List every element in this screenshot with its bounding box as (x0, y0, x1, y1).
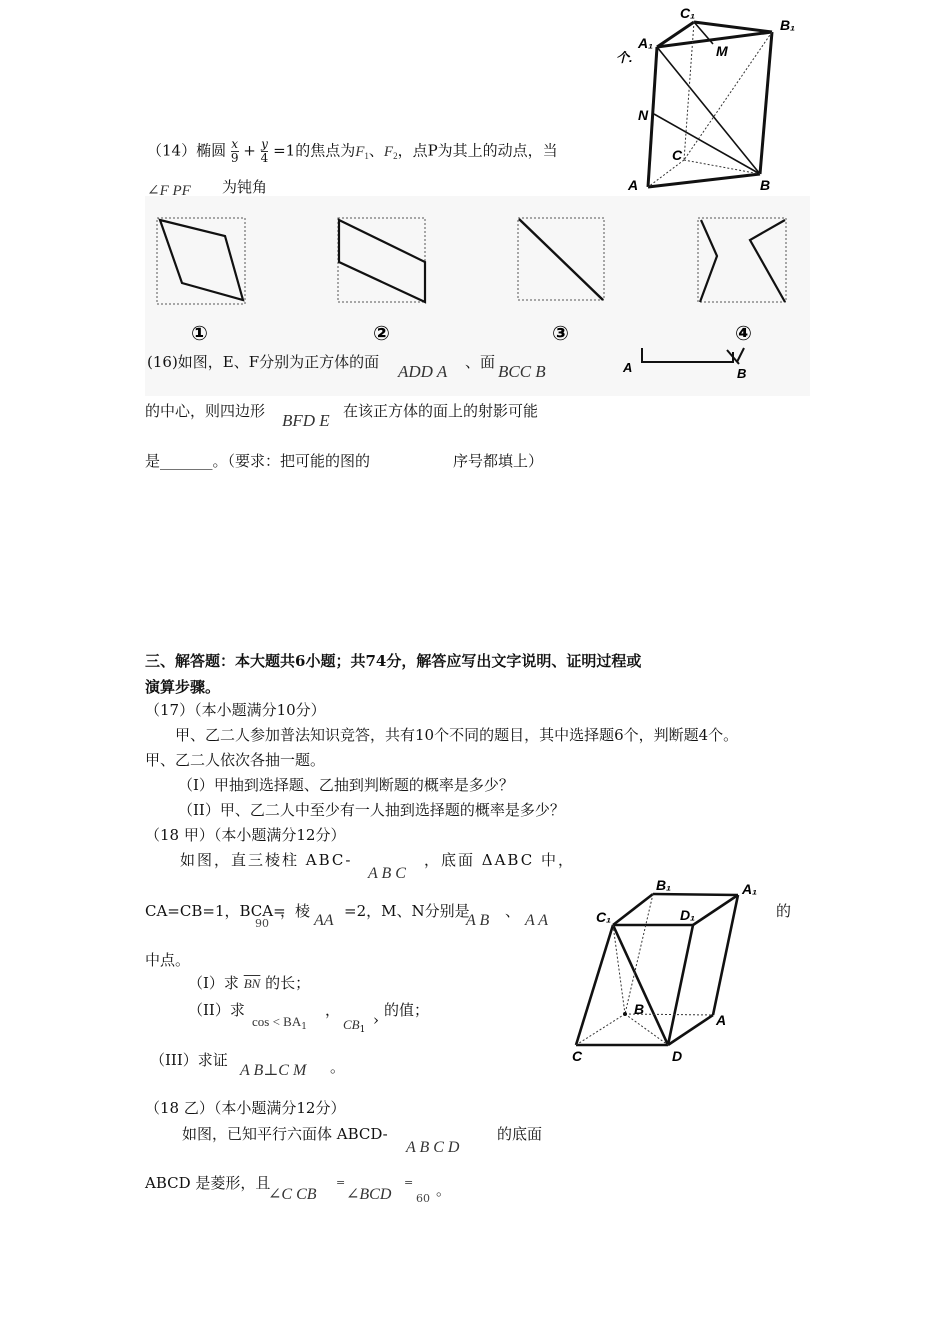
edge-c1-b1 (694, 22, 772, 32)
section3-title-2: 演算步骤。 (145, 678, 221, 696)
q18b-l2a: ABCD 是菱形，且 (145, 1174, 271, 1192)
q18b-l1b: 的底面 (497, 1125, 543, 1143)
q16-line2-a: 的中心，则四边形 (145, 402, 266, 420)
edge-c1-c (576, 925, 613, 1045)
shadow-label-1: ① (191, 321, 208, 345)
label-d1-p: D₁ (680, 907, 696, 923)
q18b-deg60: 60 (416, 1192, 430, 1205)
edge-c1-b1 (613, 894, 653, 925)
q17-p1: 甲、乙二人参加普法知识竞答，共有10个不同的题目，其中选择题6个，判断题4个。 (175, 726, 739, 744)
q18a-iii-post: 。 (330, 1058, 346, 1076)
label-b1-p: B₁ (656, 880, 672, 893)
q18b-ang1: ∠C CB (268, 1186, 317, 1203)
q18b-solid: A B C D (406, 1139, 460, 1156)
edge-d-a (668, 1015, 713, 1045)
q16-line3-b: 序号都填上） (453, 452, 544, 470)
q16-face1: ADD A (398, 362, 448, 381)
shadow-label-3: ③ (552, 321, 569, 345)
q16-face2: BCC B (498, 362, 546, 381)
stray-mark: 个. (616, 50, 633, 65)
q16-line1 (147, 352, 379, 372)
q18b-ang2: ∠BCD (346, 1186, 392, 1203)
q14-f1: $F_1$ (355, 143, 369, 161)
q18a-de: 的 (776, 902, 792, 920)
q18b-end: 。 (436, 1181, 452, 1199)
q18a-ii-post: 的值； (384, 1001, 430, 1019)
q18a-sep: 、 (505, 902, 521, 920)
prism-figure (610, 2, 810, 197)
edge-b1-b (760, 32, 772, 174)
label-a1-p: A₁ (742, 881, 758, 897)
q18b-eq2: = (404, 1176, 414, 1189)
label-d-p: D (672, 1048, 683, 1064)
label-b1: B₁ (780, 17, 796, 33)
q18a-l2b: ，棱 (280, 902, 311, 920)
edge-a-b (648, 174, 760, 187)
q18a-l2a: CA=CB=1，BCA= (145, 902, 286, 920)
q16-text-b: 、面 (465, 353, 496, 371)
edge-d1-d (668, 925, 693, 1045)
q18a-deg90: 90 (255, 917, 269, 930)
q18a-iii-pre: （III）求证 (150, 1051, 228, 1069)
q18a-l1b: ，底面 ΔABC 中， (424, 851, 575, 869)
q18a-ii: （II）求 (188, 1001, 245, 1019)
q14-plus: + (243, 141, 256, 160)
q18a-seg1: A B (466, 912, 490, 929)
label-c1: C₁ (680, 5, 696, 21)
q14-line2 (147, 180, 191, 196)
q18b-eq: = (336, 1176, 346, 1189)
edge-d1-a1 (693, 895, 738, 925)
q18a-i: （I）求 $\overline{BN}$ 的长； (188, 974, 311, 992)
label-a: A (628, 177, 639, 193)
q14-frac-x: $\frac{x}{9}$ (230, 137, 239, 165)
q18a-seg2: A A (525, 912, 548, 929)
shadow-label-2: ② (373, 321, 390, 345)
q17-head: （17）（本小题满分10分） (145, 701, 326, 719)
shadow-label-4: ④ (735, 321, 752, 345)
q14-sep: 、 (368, 141, 384, 160)
q17-ii: （II）甲、乙二人中至少有一人抽到选择题的概率是多少？ (178, 801, 565, 819)
edge-a1-a (648, 47, 657, 187)
label-b: B (760, 177, 771, 193)
q17-p2: 甲、乙二人依次各抽一题。 (145, 751, 326, 769)
label-c1-p: C₁ (596, 909, 612, 925)
q18a-prism: A B C (368, 865, 406, 882)
q18a-cb: $CB_1$ (343, 1017, 366, 1035)
q16-line2-b: 在该正方体的面上的射影可能 (343, 402, 539, 420)
q18b-head: （18 乙）（本小题满分12分） (145, 1099, 346, 1117)
label-c: C (672, 147, 683, 163)
q16-quad: BFD E (282, 411, 330, 430)
q16-line3-a: 是_______。（要求：把可能的图的 (145, 452, 371, 470)
q18b-l1a: 如图，已知平行六面体 ABCD- (182, 1125, 388, 1143)
q14-angle: ∠F PF (147, 183, 191, 196)
label-a-p: A (716, 1012, 727, 1028)
label-a1: A₁ (638, 35, 654, 51)
q18a-l3: 中点。 (145, 951, 191, 969)
q14-line (147, 138, 558, 166)
label-c-p: C (572, 1048, 583, 1064)
edge-b1-a1 (653, 894, 738, 895)
shadow-label-b: B (737, 366, 747, 381)
q14-tail: 为钝角 (222, 178, 268, 196)
q18a-head: （18 甲）（本小题满分12分） (145, 826, 346, 844)
q14-rest: ，点P为其上的动点，当 (397, 141, 558, 160)
label-n: N (638, 107, 649, 123)
q16-text-a: (16)如图，E、F分别为正方体的面 (147, 353, 380, 371)
section3-title-1: 三、解答题：本大题共6小题；共74分，解答应写出文字说明、证明过程或 (145, 652, 642, 670)
q17-i: （I）甲抽到选择题、乙抽到判断题的概率是多少？ (178, 776, 514, 794)
label-b-p: B (634, 1001, 645, 1017)
label-m: M (716, 43, 728, 59)
line-n-b (654, 114, 760, 174)
q14-f2: $F_2$ (383, 143, 398, 161)
shadow-label-a: A (623, 360, 633, 375)
vector-bn: $\overline{BN}$ (243, 976, 261, 991)
q18a-l2c: =2，M、N分别是 (344, 902, 470, 920)
q14-prefix: （14）椭圆 (147, 141, 227, 160)
q14-eq: =1的焦点为 (273, 141, 356, 160)
q14-frac-y: $\frac{y}{4}$ (260, 137, 269, 165)
q18a-l1a: 如图，直三棱柱 ABC- (180, 851, 353, 869)
q18a-perp: A B⊥C M (240, 1062, 307, 1079)
edge-a1-a (713, 895, 738, 1015)
q18a-comma: ， (325, 1001, 341, 1019)
parallelepiped-figure (568, 880, 768, 1068)
q18a-gt: › (373, 1011, 379, 1029)
q18a-edge: AA (314, 912, 334, 929)
q18a-cos: $\cos < BA_1$ (252, 1014, 307, 1032)
